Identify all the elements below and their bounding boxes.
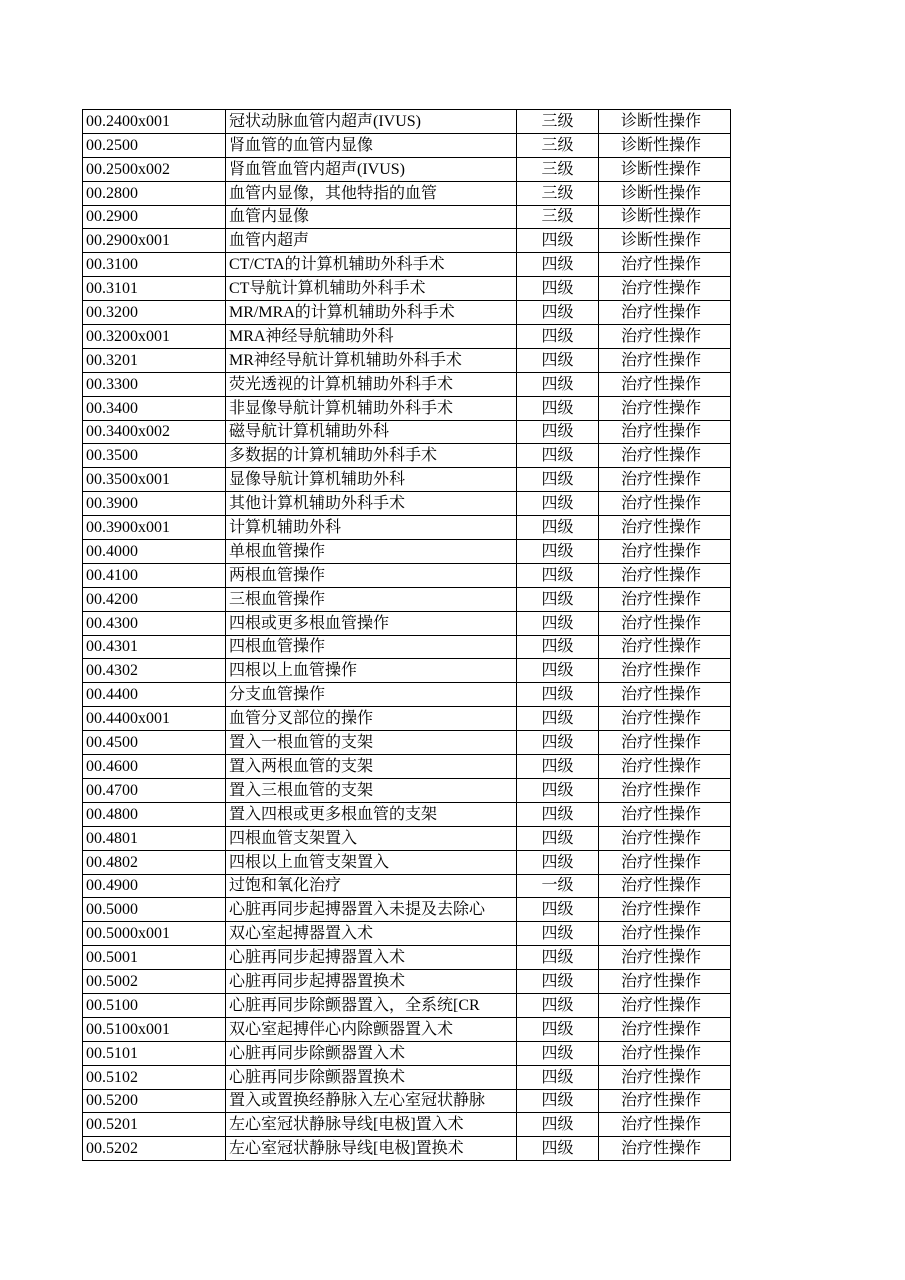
type-cell: 治疗性操作 <box>599 659 731 683</box>
table-row <box>83 229 731 253</box>
code-cell: 00.4800 <box>83 802 226 826</box>
name-cell: 过饱和氧化治疗 <box>226 874 517 898</box>
type-cell: 治疗性操作 <box>599 802 731 826</box>
code-cell: 00.3900 <box>83 492 226 516</box>
level-cell: 四级 <box>517 1137 599 1161</box>
name-cell: CT导航计算机辅助外科手术 <box>226 277 517 301</box>
table-row <box>83 1089 731 1113</box>
type-cell: 治疗性操作 <box>599 1017 731 1041</box>
table-row <box>83 540 731 564</box>
type-cell: 治疗性操作 <box>599 683 731 707</box>
type-cell: 治疗性操作 <box>599 755 731 779</box>
table-row <box>83 755 731 779</box>
code-cell: 00.3200x001 <box>83 325 226 349</box>
table-row <box>83 874 731 898</box>
table-row <box>83 205 731 229</box>
name-cell: 心脏再同步除颤器置入术 <box>226 1041 517 1065</box>
name-cell: 分支血管操作 <box>226 683 517 707</box>
name-cell: 肾血管血管内超声(IVUS) <box>226 157 517 181</box>
table-row <box>83 731 731 755</box>
code-cell: 00.4801 <box>83 826 226 850</box>
name-cell: 计算机辅助外科 <box>226 516 517 540</box>
code-cell: 00.2400x001 <box>83 110 226 134</box>
type-cell: 治疗性操作 <box>599 946 731 970</box>
type-cell: 治疗性操作 <box>599 826 731 850</box>
code-cell: 00.4802 <box>83 850 226 874</box>
code-cell: 00.5102 <box>83 1065 226 1089</box>
type-cell: 诊断性操作 <box>599 110 731 134</box>
table-row <box>83 1065 731 1089</box>
name-cell: 血管内显像，其他特指的血管 <box>226 181 517 205</box>
table-row <box>83 301 731 325</box>
name-cell: 血管内超声 <box>226 229 517 253</box>
type-cell: 治疗性操作 <box>599 301 731 325</box>
table-row <box>83 993 731 1017</box>
name-cell: MR神经导航计算机辅助外科手术 <box>226 348 517 372</box>
table-row <box>83 970 731 994</box>
table-row <box>83 372 731 396</box>
level-cell: 四级 <box>517 563 599 587</box>
table-row <box>83 659 731 683</box>
type-cell: 治疗性操作 <box>599 563 731 587</box>
code-cell: 00.3500 <box>83 444 226 468</box>
level-cell: 四级 <box>517 802 599 826</box>
level-cell: 一级 <box>517 874 599 898</box>
name-cell: 其他计算机辅助外科手术 <box>226 492 517 516</box>
level-cell: 三级 <box>517 157 599 181</box>
table-row <box>83 826 731 850</box>
table-row <box>83 563 731 587</box>
name-cell: 肾血管的血管内显像 <box>226 133 517 157</box>
name-cell: 心脏再同步起搏器置入未提及去除心 <box>226 898 517 922</box>
type-cell: 治疗性操作 <box>599 325 731 349</box>
code-cell: 00.3900x001 <box>83 516 226 540</box>
level-cell: 三级 <box>517 205 599 229</box>
level-cell: 四级 <box>517 516 599 540</box>
code-cell: 00.5100x001 <box>83 1017 226 1041</box>
type-cell: 治疗性操作 <box>599 1113 731 1137</box>
code-cell: 00.5000 <box>83 898 226 922</box>
level-cell: 四级 <box>517 587 599 611</box>
table-row <box>83 492 731 516</box>
name-cell: 心脏再同步起搏器置入术 <box>226 946 517 970</box>
code-cell: 00.4400x001 <box>83 707 226 731</box>
type-cell: 治疗性操作 <box>599 1065 731 1089</box>
level-cell: 四级 <box>517 898 599 922</box>
table-row <box>83 707 731 731</box>
code-cell: 00.4100 <box>83 563 226 587</box>
table-row <box>83 802 731 826</box>
name-cell: 四根以上血管操作 <box>226 659 517 683</box>
name-cell: 两根血管操作 <box>226 563 517 587</box>
type-cell: 治疗性操作 <box>599 516 731 540</box>
code-cell: 00.5001 <box>83 946 226 970</box>
type-cell: 治疗性操作 <box>599 420 731 444</box>
level-cell: 四级 <box>517 707 599 731</box>
level-cell: 三级 <box>517 181 599 205</box>
name-cell: 四根或更多根血管操作 <box>226 611 517 635</box>
table-row <box>83 516 731 540</box>
table-row <box>83 635 731 659</box>
level-cell: 四级 <box>517 922 599 946</box>
code-cell: 00.4700 <box>83 778 226 802</box>
level-cell: 四级 <box>517 993 599 1017</box>
name-cell: 双心室起搏器置入术 <box>226 922 517 946</box>
code-cell: 00.4301 <box>83 635 226 659</box>
type-cell: 治疗性操作 <box>599 348 731 372</box>
level-cell: 四级 <box>517 1065 599 1089</box>
level-cell: 四级 <box>517 1089 599 1113</box>
code-cell: 00.4900 <box>83 874 226 898</box>
table-row <box>83 922 731 946</box>
table-row <box>83 1041 731 1065</box>
level-cell: 四级 <box>517 659 599 683</box>
level-cell: 四级 <box>517 396 599 420</box>
level-cell: 四级 <box>517 635 599 659</box>
type-cell: 治疗性操作 <box>599 372 731 396</box>
table-row <box>83 110 731 134</box>
table-row <box>83 778 731 802</box>
name-cell: 四根血管操作 <box>226 635 517 659</box>
name-cell: MR/MRA的计算机辅助外科手术 <box>226 301 517 325</box>
code-cell: 00.4600 <box>83 755 226 779</box>
type-cell: 诊断性操作 <box>599 181 731 205</box>
name-cell: 三根血管操作 <box>226 587 517 611</box>
code-cell: 00.2500 <box>83 133 226 157</box>
table-row <box>83 898 731 922</box>
table-row <box>83 1113 731 1137</box>
type-cell: 治疗性操作 <box>599 277 731 301</box>
level-cell: 四级 <box>517 253 599 277</box>
name-cell: 显像导航计算机辅助外科 <box>226 468 517 492</box>
level-cell: 四级 <box>517 755 599 779</box>
type-cell: 诊断性操作 <box>599 133 731 157</box>
table-row <box>83 396 731 420</box>
level-cell: 四级 <box>517 611 599 635</box>
code-cell: 00.4400 <box>83 683 226 707</box>
code-cell: 00.2900 <box>83 205 226 229</box>
name-cell: 置入或置换经静脉入左心室冠状静脉 <box>226 1089 517 1113</box>
type-cell: 治疗性操作 <box>599 635 731 659</box>
name-cell: 四根以上血管支架置入 <box>226 850 517 874</box>
name-cell: 心脏再同步除颤器置换术 <box>226 1065 517 1089</box>
type-cell: 诊断性操作 <box>599 229 731 253</box>
name-cell: 磁导航计算机辅助外科 <box>226 420 517 444</box>
table-row <box>83 277 731 301</box>
code-cell: 00.5200 <box>83 1089 226 1113</box>
table-row <box>83 587 731 611</box>
code-cell: 00.3200 <box>83 301 226 325</box>
code-cell: 00.5101 <box>83 1041 226 1065</box>
level-cell: 四级 <box>517 826 599 850</box>
type-cell: 治疗性操作 <box>599 898 731 922</box>
name-cell: 单根血管操作 <box>226 540 517 564</box>
table-row <box>83 611 731 635</box>
level-cell: 四级 <box>517 348 599 372</box>
table-row <box>83 157 731 181</box>
code-cell: 00.4000 <box>83 540 226 564</box>
code-cell: 00.2900x001 <box>83 229 226 253</box>
level-cell: 四级 <box>517 778 599 802</box>
code-cell: 00.3201 <box>83 348 226 372</box>
name-cell: 心脏再同步起搏器置换术 <box>226 970 517 994</box>
type-cell: 治疗性操作 <box>599 1041 731 1065</box>
name-cell: 多数据的计算机辅助外科手术 <box>226 444 517 468</box>
type-cell: 治疗性操作 <box>599 874 731 898</box>
type-cell: 治疗性操作 <box>599 396 731 420</box>
type-cell: 治疗性操作 <box>599 850 731 874</box>
code-cell: 00.3500x001 <box>83 468 226 492</box>
level-cell: 四级 <box>517 1017 599 1041</box>
level-cell: 四级 <box>517 325 599 349</box>
name-cell: MRA神经导航辅助外科 <box>226 325 517 349</box>
type-cell: 治疗性操作 <box>599 444 731 468</box>
type-cell: 治疗性操作 <box>599 468 731 492</box>
code-cell: 00.4500 <box>83 731 226 755</box>
code-cell: 00.5100 <box>83 993 226 1017</box>
level-cell: 四级 <box>517 277 599 301</box>
type-cell: 治疗性操作 <box>599 540 731 564</box>
table-row <box>83 946 731 970</box>
level-cell: 四级 <box>517 229 599 253</box>
name-cell: 置入四根或更多根血管的支架 <box>226 802 517 826</box>
level-cell: 四级 <box>517 850 599 874</box>
type-cell: 治疗性操作 <box>599 253 731 277</box>
type-cell: 治疗性操作 <box>599 778 731 802</box>
name-cell: 置入两根血管的支架 <box>226 755 517 779</box>
code-cell: 00.3100 <box>83 253 226 277</box>
code-cell: 00.4302 <box>83 659 226 683</box>
code-cell: 00.3101 <box>83 277 226 301</box>
name-cell: 双心室起搏伴心内除颤器置入术 <box>226 1017 517 1041</box>
table-row <box>83 444 731 468</box>
type-cell: 治疗性操作 <box>599 970 731 994</box>
name-cell: CT/CTA的计算机辅助外科手术 <box>226 253 517 277</box>
code-cell: 00.2800 <box>83 181 226 205</box>
name-cell: 血管内显像 <box>226 205 517 229</box>
type-cell: 诊断性操作 <box>599 205 731 229</box>
level-cell: 四级 <box>517 946 599 970</box>
table-row <box>83 181 731 205</box>
level-cell: 四级 <box>517 1041 599 1065</box>
table-row <box>83 1017 731 1041</box>
name-cell: 荧光透视的计算机辅助外科手术 <box>226 372 517 396</box>
level-cell: 四级 <box>517 420 599 444</box>
code-cell: 00.5202 <box>83 1137 226 1161</box>
code-cell: 00.2500x002 <box>83 157 226 181</box>
name-cell: 左心室冠状静脉导线[电极]置入术 <box>226 1113 517 1137</box>
level-cell: 四级 <box>517 970 599 994</box>
table-row <box>83 133 731 157</box>
level-cell: 四级 <box>517 540 599 564</box>
type-cell: 诊断性操作 <box>599 157 731 181</box>
level-cell: 三级 <box>517 110 599 134</box>
type-cell: 治疗性操作 <box>599 611 731 635</box>
level-cell: 四级 <box>517 301 599 325</box>
name-cell: 置入三根血管的支架 <box>226 778 517 802</box>
code-cell: 00.5000x001 <box>83 922 226 946</box>
code-cell: 00.4200 <box>83 587 226 611</box>
code-cell: 00.5002 <box>83 970 226 994</box>
procedure-table <box>82 109 731 1161</box>
type-cell: 治疗性操作 <box>599 1089 731 1113</box>
name-cell: 左心室冠状静脉导线[电极]置换术 <box>226 1137 517 1161</box>
code-cell: 00.3300 <box>83 372 226 396</box>
table-row <box>83 420 731 444</box>
type-cell: 治疗性操作 <box>599 707 731 731</box>
type-cell: 治疗性操作 <box>599 731 731 755</box>
name-cell: 血管分叉部位的操作 <box>226 707 517 731</box>
type-cell: 治疗性操作 <box>599 587 731 611</box>
level-cell: 四级 <box>517 683 599 707</box>
level-cell: 四级 <box>517 1113 599 1137</box>
type-cell: 治疗性操作 <box>599 922 731 946</box>
type-cell: 治疗性操作 <box>599 993 731 1017</box>
level-cell: 四级 <box>517 468 599 492</box>
type-cell: 治疗性操作 <box>599 492 731 516</box>
code-cell: 00.4300 <box>83 611 226 635</box>
name-cell: 四根血管支架置入 <box>226 826 517 850</box>
procedure-table-body <box>83 110 731 1161</box>
type-cell: 治疗性操作 <box>599 1137 731 1161</box>
level-cell: 四级 <box>517 492 599 516</box>
table-row <box>83 348 731 372</box>
table-row <box>83 1137 731 1161</box>
level-cell: 四级 <box>517 731 599 755</box>
name-cell: 置入一根血管的支架 <box>226 731 517 755</box>
code-cell: 00.5201 <box>83 1113 226 1137</box>
table-row <box>83 325 731 349</box>
name-cell: 心脏再同步除颤器置入，全系统[CR <box>226 993 517 1017</box>
code-cell: 00.3400x002 <box>83 420 226 444</box>
name-cell: 非显像导航计算机辅助外科手术 <box>226 396 517 420</box>
name-cell: 冠状动脉血管内超声(IVUS) <box>226 110 517 134</box>
code-cell: 00.3400 <box>83 396 226 420</box>
table-row <box>83 850 731 874</box>
table-row <box>83 253 731 277</box>
table-row <box>83 683 731 707</box>
table-row <box>83 468 731 492</box>
level-cell: 四级 <box>517 444 599 468</box>
level-cell: 三级 <box>517 133 599 157</box>
level-cell: 四级 <box>517 372 599 396</box>
